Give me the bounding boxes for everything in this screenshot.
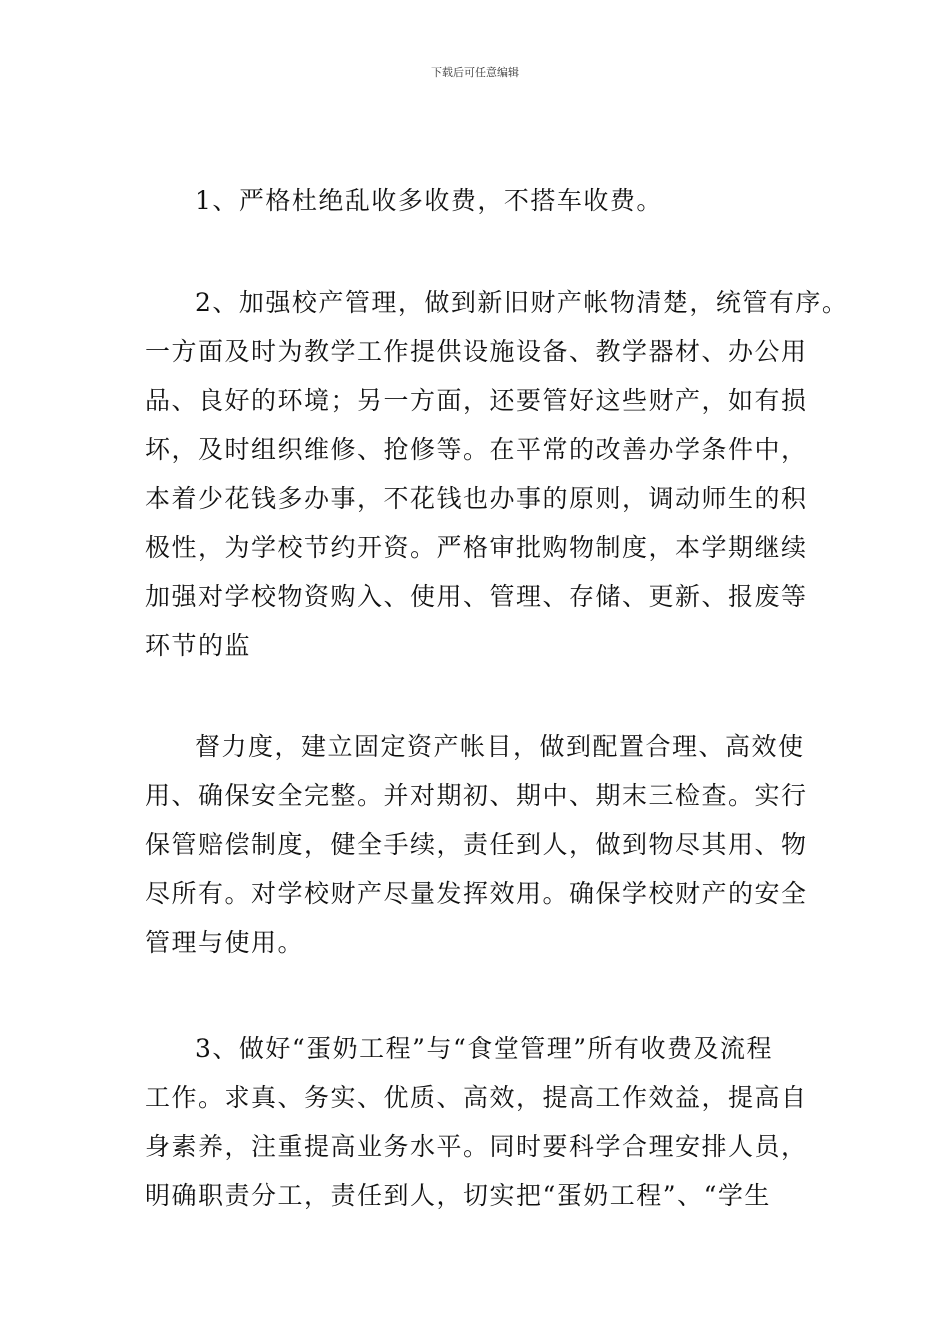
paragraph-line: 环节的监 (145, 631, 252, 660)
paragraph-line: 2、加强校产管理，做到新旧财产帐物清楚，统管有序。 (195, 288, 849, 317)
paragraph-3 (145, 722, 810, 967)
paragraph-line: 加强对学校物资购入、使用、管理、存储、更新、报废等 (145, 582, 808, 611)
paragraph-line: 坏，及时组织维修、抢修等。在平常的改善办学条件中， (145, 435, 808, 464)
paragraph-line: 1、严格杜绝乱收多收费，不搭车收费。 (195, 186, 663, 215)
paragraph-2 (145, 278, 849, 670)
paragraph-line: 本着少花钱多办事，不花钱也办事的原则，调动师生的积 (145, 484, 808, 513)
paragraph-line: 极性，为学校节约开资。严格审批购物制度，本学期继续 (145, 533, 808, 562)
paragraph-1 (145, 176, 810, 225)
paragraph-line: 明确职责分工，责任到人，切实把“蛋奶工程”、“学生 (145, 1181, 771, 1210)
paragraph-line: 身素养，注重提高业务水平。同时要科学合理安排人员， (145, 1132, 808, 1161)
paragraph-line: 品、良好的环境；另一方面，还要管好这些财产，如有损 (145, 386, 808, 415)
paragraph-line: 管理与使用。 (145, 928, 305, 957)
paragraph-line: 3、做好“蛋奶工程”与“食堂管理”所有收费及流程 (195, 1034, 774, 1063)
paragraph-line: 用、确保安全完整。并对期初、期中、期末三检查。实行 (145, 781, 808, 810)
page-header: 下载后可任意编辑 (431, 66, 519, 79)
paragraph-line: 工作。求真、务实、优质、高效，提高工作效益，提高自 (145, 1083, 808, 1112)
paragraph-line: 督力度，建立固定资产帐目，做到配置合理、高效使 (195, 732, 805, 761)
paragraph-line: 保管赔偿制度，健全手续，责任到人，做到物尽其用、物 (145, 830, 808, 859)
paragraph-line: 一方面及时为教学工作提供设施设备、教学器材、办公用 (145, 337, 808, 366)
paragraph-line: 尽所有。对学校财产尽量发挥效用。确保学校财产的安全 (145, 879, 808, 908)
paragraph-4 (145, 1024, 810, 1220)
